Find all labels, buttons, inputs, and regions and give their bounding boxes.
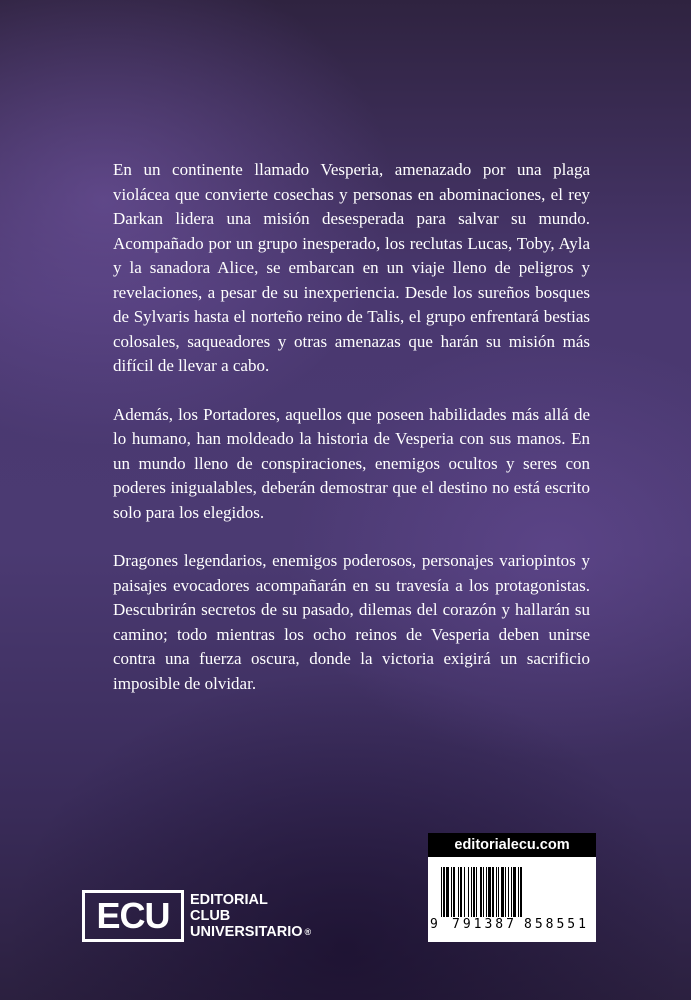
- publisher-name-line3: UNIVERSITARIO: [190, 923, 303, 940]
- isbn-first-digit: 9: [430, 917, 438, 932]
- blurb-paragraph-1: En un continente llamado Vesperia, amenazado por una plaga violácea que convierte cosechas y personas en abominaciones, el rey Darkan lidera una misión desesperada para salvar su mundo. Acompañado por un grupo inesperado, los reclutas Lucas, Toby, Ayla y la sanadora Alice, se embarcan en un viaje lleno de peligros y revelaciones, a pesar de su inexperiencia. Desde los sureños bosques de Sylvaris hasta el norteño reino de Talis, el grupo enfrentará bestias colosales, saqueadores y otras amenazas que harán su misión más difícil de llevar a cabo.: [113, 160, 590, 375]
- publisher-name-line1: EDITORIAL: [190, 891, 268, 908]
- publisher-name-line2: CLUB: [190, 907, 231, 924]
- blurb-paragraph-2: Además, los Portadores, aquellos que poseen habilidades más allá de lo humano, han moldeado la historia de Vesperia con sus manos. En un mundo lleno de conspiraciones, enemigos ocultos y seres con poderes inigualables, deberán demostrar que el destino no está escrito solo para los elegidos.: [113, 404, 590, 522]
- barcode-icon: [441, 867, 593, 923]
- registered-mark: ®: [304, 927, 312, 938]
- blurb-paragraph-3: Dragones legendarios, enemigos poderosos, personajes variopintos y paisajes evocadores acompañarán en su travesía a los protagonistas. Descubrirán secretos de su pasado, dilemas del corazón y hallarán su camino; todo mientras los ocho reinos de Vesperia deben unirse contra una fuerza oscura, donde la victoria exigirá un sacrificio imposible de olvidar.: [113, 551, 590, 693]
- publisher-name: [190, 892, 311, 940]
- back-cover-blurb: [113, 158, 590, 720]
- publisher-website: editorialecu.com: [428, 833, 596, 857]
- isbn-digits-group1: 791387: [452, 917, 517, 932]
- isbn-digits-group2: 858551: [524, 917, 589, 932]
- ecu-logo-mark: ECU: [82, 890, 184, 942]
- publisher-logo: [82, 890, 311, 942]
- isbn-barcode-block: [428, 833, 596, 942]
